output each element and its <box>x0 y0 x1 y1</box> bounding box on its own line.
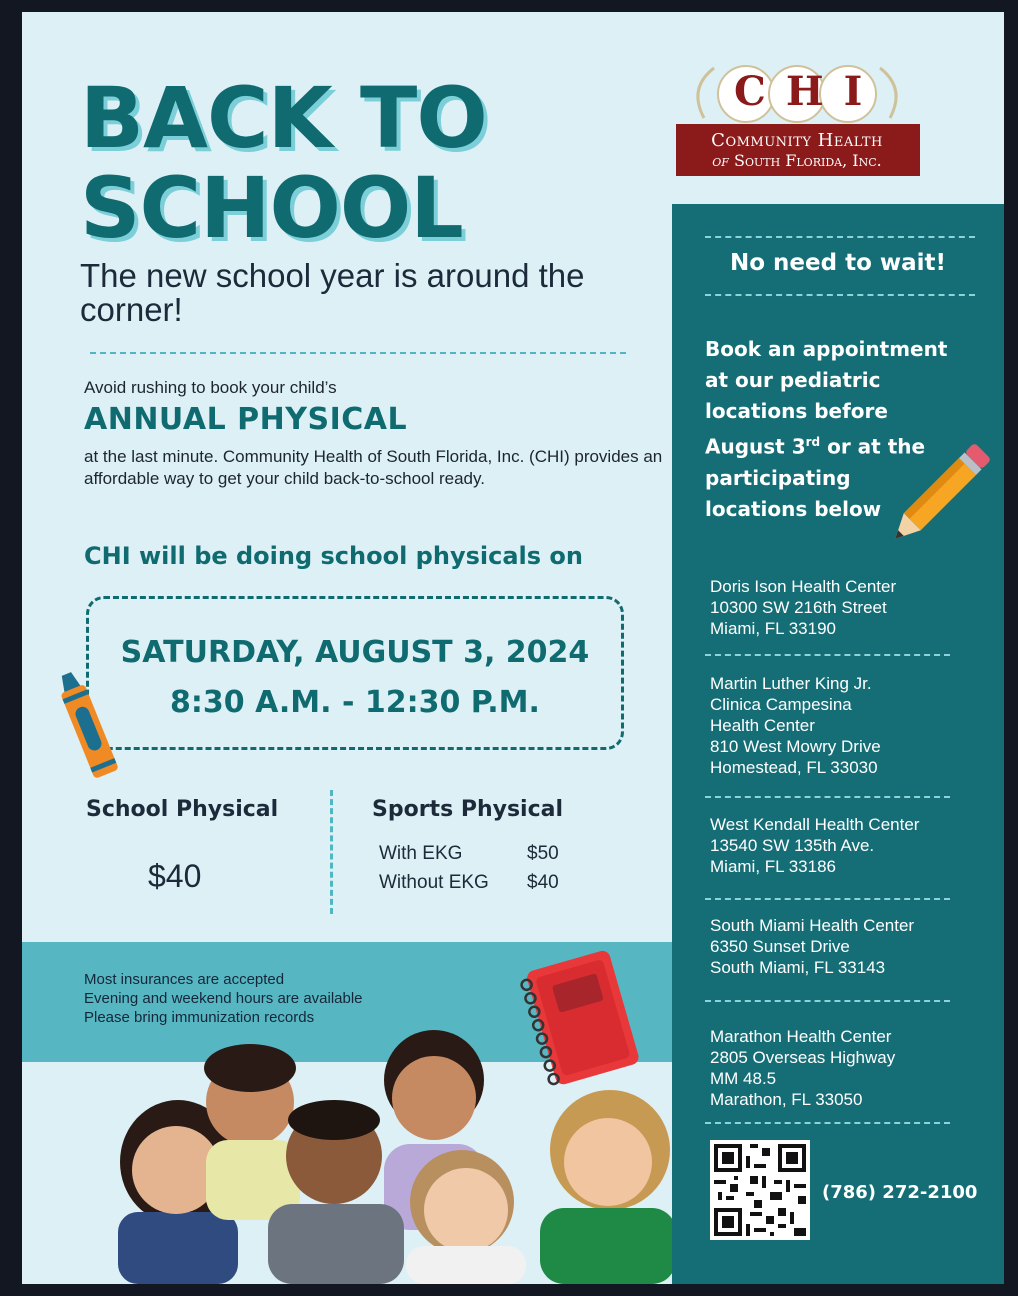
chi-logo-letters: CHI <box>734 68 883 115</box>
booking-date-suffix: rd <box>805 435 821 449</box>
location-line: Clinica Campesina <box>710 695 852 714</box>
note-item: Please bring immunization records <box>84 1009 315 1026</box>
event-date-box <box>86 596 624 750</box>
location-doris-ison <box>710 576 896 639</box>
intro-body: at the last minute. Community Health of South Florida, Inc. (CHI) provides an affordable way to get your child back-to-school ready. <box>84 447 663 488</box>
location-line: South Miami, FL 33143 <box>710 958 886 977</box>
event-heading: CHI will be doing school physicals on <box>84 542 583 570</box>
location-line: 13540 SW 135th Ave. <box>710 836 875 855</box>
divider <box>90 352 626 354</box>
location-line: South Miami Health Center <box>710 916 915 935</box>
location-line: 2805 Overseas Highway <box>710 1048 896 1067</box>
location-line: Martin Luther King Jr. <box>710 674 872 693</box>
sidebar <box>672 204 1004 1284</box>
hero-title-line2: SCHOOL <box>80 159 463 257</box>
crayon-icon <box>52 664 132 784</box>
school-physical-price: $40 <box>148 858 202 894</box>
qr-code-icon[interactable] <box>710 1140 810 1240</box>
sports-physical-heading: Sports Physical <box>372 797 564 822</box>
location-line: Homestead, FL 33030 <box>710 758 878 777</box>
chi-logo-line1: Community Health <box>711 130 883 151</box>
hero-title-line1: BACK TO <box>80 69 487 167</box>
location-mlk-clinica <box>710 673 881 778</box>
sports-row-without-ekg <box>379 872 559 894</box>
sports-row-label: Without EKG <box>379 872 489 893</box>
pricing-divider <box>330 790 333 914</box>
location-line: Marathon Health Center <box>710 1027 892 1046</box>
chi-logo-line2: South Florida, Inc. <box>734 151 882 170</box>
divider <box>705 796 950 798</box>
divider <box>705 294 975 296</box>
booking-date: August 3 <box>705 434 806 459</box>
divider <box>705 1000 950 1002</box>
annual-physical-heading: ANNUAL PHYSICAL <box>84 402 408 437</box>
booking-line-tail: or at the <box>820 434 926 459</box>
location-line: Miami, FL 33190 <box>710 619 836 638</box>
qr-code-pattern <box>710 1140 810 1240</box>
chi-logo-of: of <box>712 151 729 170</box>
intro-lead: Avoid rushing to book your child’s <box>84 378 337 397</box>
divider <box>705 898 950 900</box>
booking-line: at our pediatric <box>705 368 881 392</box>
hero-subtitle: The new school year is around the corner! <box>80 257 585 328</box>
sports-row-price: $50 <box>527 843 559 864</box>
location-line: Doris Ison Health Center <box>710 577 897 596</box>
note-item: Most insurances are accepted <box>84 971 285 988</box>
booking-line: participating <box>705 465 851 490</box>
school-physical-heading: School Physical <box>86 797 279 822</box>
location-line: 810 West Mowry Drive <box>710 737 881 756</box>
location-south-miami <box>710 915 914 978</box>
divider <box>705 236 975 238</box>
booking-line: locations below <box>705 496 882 521</box>
phone-number[interactable]: (786) 272-2100 <box>822 1182 978 1203</box>
children-photo <box>88 1022 680 1284</box>
booking-line: Book an appointment <box>705 337 948 361</box>
sports-row-with-ekg <box>379 843 559 865</box>
booking-line: locations before <box>705 399 888 423</box>
no-wait-banner: No need to wait! <box>729 250 947 276</box>
event-date: SATURDAY, AUGUST 3, 2024 <box>120 635 590 670</box>
divider <box>705 1122 950 1124</box>
location-marathon <box>710 1026 895 1110</box>
location-line: MM 48.5 <box>710 1069 777 1088</box>
sports-row-price: $40 <box>527 872 559 893</box>
notes-list <box>84 970 363 1027</box>
location-line: Marathon, FL 33050 <box>710 1090 863 1109</box>
divider <box>705 654 950 656</box>
chi-logo-line2-wrap <box>674 151 920 170</box>
location-line: Miami, FL 33186 <box>710 857 836 876</box>
location-line: Health Center <box>710 716 815 735</box>
location-line: 6350 Sunset Drive <box>710 937 850 956</box>
location-line: 10300 SW 216th Street <box>710 598 887 617</box>
sports-row-label: With EKG <box>379 843 463 864</box>
location-west-kendall <box>710 814 919 877</box>
event-time: 8:30 A.M. - 12:30 P.M. <box>170 685 540 720</box>
note-item: Evening and weekend hours are available <box>84 990 363 1007</box>
location-line: West Kendall Health Center <box>710 815 920 834</box>
flyer <box>22 12 1004 1284</box>
chi-logo <box>674 58 920 178</box>
pencil-icon <box>872 432 1002 562</box>
